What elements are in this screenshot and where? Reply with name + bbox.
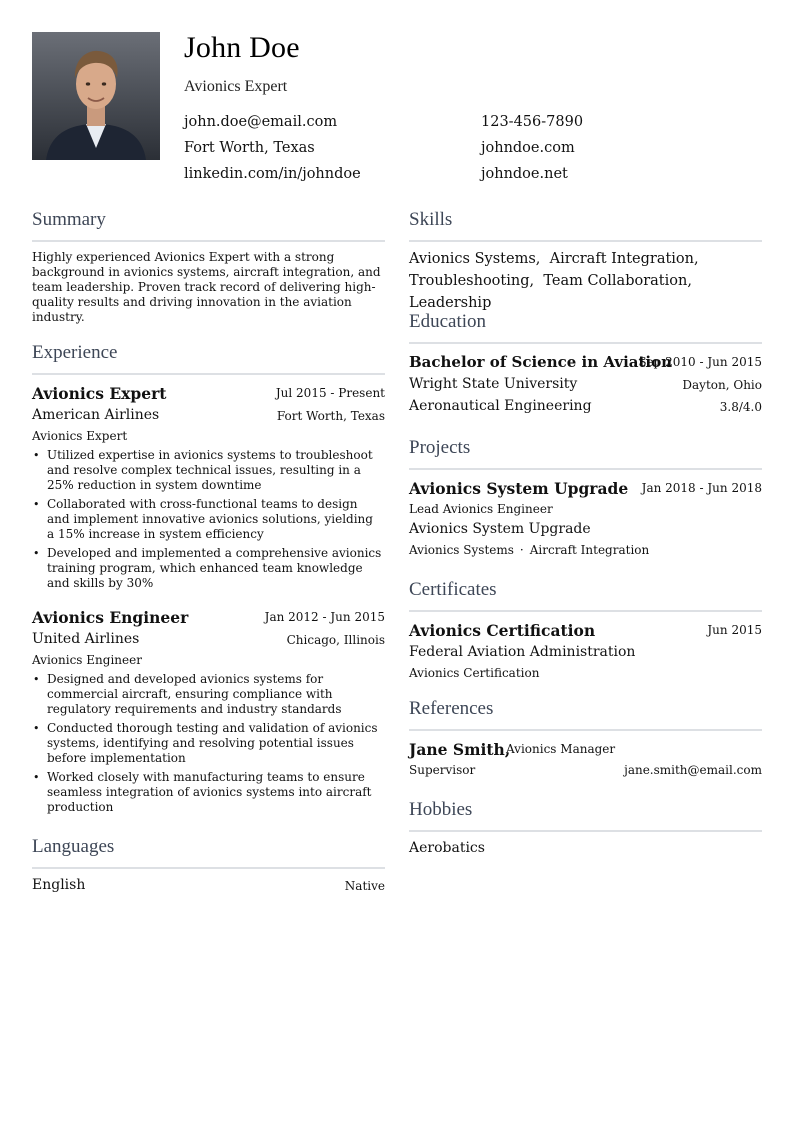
certificate-subtitle: Avionics Certification [409, 666, 540, 680]
job-location: Fort Worth, Texas [276, 409, 385, 423]
hobby-item: Aerobatics [409, 840, 485, 856]
skill-item: Aircraft Integration, [549, 251, 699, 267]
list-item: • Designed and developed avionics systems for commercial aircraft, ensuring compliance with regulatory requirements and industry standards [32, 672, 382, 717]
languages-heading: Languages [32, 836, 115, 857]
reference-email[interactable]: jane.smith@email.com [624, 763, 762, 777]
job-bullets [32, 448, 382, 595]
language-level: Native [344, 879, 385, 893]
candidate-name: John Doe [184, 31, 300, 64]
job-title: Avionics Expert [32, 384, 167, 403]
job-dates: Jan 2012 - Jun 2015 [264, 610, 385, 624]
project-name: Avionics System Upgrade [409, 479, 629, 498]
job-bullets [32, 672, 382, 819]
hobbies-divider [409, 830, 762, 832]
website2-link[interactable]: johndoe.net [481, 166, 568, 182]
education-gpa: 3.8/4.0 [719, 400, 762, 414]
certificate-issuer: Federal Aviation Administration [409, 644, 636, 660]
experience-divider [32, 373, 385, 375]
references-divider [409, 729, 762, 731]
education-school: Wright State University [409, 376, 578, 392]
summary-divider [32, 240, 385, 242]
skills-list [409, 248, 764, 314]
projects-heading: Projects [409, 437, 471, 458]
projects-divider [409, 468, 762, 470]
list-item: • Developed and implemented a comprehensive avionics training program, which enhanced team knowledge and skills by 30% [32, 546, 382, 591]
job-title: Avionics Engineer [32, 608, 189, 627]
list-item: • Conducted thorough testing and validation of avionics systems, identifying and resolving potential issues before implementation [32, 721, 382, 766]
job-company: American Airlines [32, 407, 160, 423]
skills-divider [409, 240, 762, 242]
skills-heading: Skills [409, 209, 453, 230]
list-item: • Worked closely with manufacturing teams to ensure seamless integration of avionics systems into aircraft production [32, 770, 382, 815]
summary-text: Highly experienced Avionics Expert with a strong background in avionics systems, aircraft integration, and team leadership. Proven track record of delivering high-quality results and driving innovation in the aviation industry. [32, 250, 381, 324]
email-link[interactable]: john.doe@email.com [184, 114, 338, 130]
summary-heading: Summary [32, 209, 106, 230]
languages-divider [32, 867, 385, 869]
language-name: English [32, 877, 86, 893]
job-company: United Airlines [32, 631, 140, 647]
education-degree: Bachelor of Science in Aviation [409, 353, 673, 371]
education-location: Dayton, Ohio [682, 378, 762, 392]
website-link[interactable]: johndoe.com [481, 140, 575, 156]
references-heading: References [409, 698, 494, 719]
job-subtitle: Avionics Expert [32, 429, 128, 443]
education-divider [409, 342, 762, 344]
reference-position: Avionics Manager [506, 742, 616, 756]
project-tag: Aircraft Integration [529, 543, 650, 557]
project-tag: Avionics Systems [409, 543, 514, 557]
linkedin-link[interactable]: linkedin.com/in/johndoe [184, 166, 361, 182]
education-heading: Education [409, 311, 487, 332]
education-dates: Sep 2010 - Jun 2015 [638, 355, 762, 369]
hobbies-heading: Hobbies [409, 799, 473, 820]
reference-name: Jane Smith, [409, 740, 511, 759]
skill-item: Avionics Systems, [409, 251, 541, 267]
certificates-heading: Certificates [409, 579, 497, 600]
certificate-date: Jun 2015 [707, 623, 762, 637]
list-item: • Utilized expertise in avionics systems to troubleshoot and resolve complex technical issues, resulting in a 25% reduction in system downtime [32, 448, 382, 493]
certificates-divider [409, 610, 762, 612]
candidate-role: Avionics Expert [184, 78, 288, 95]
profile-photo [32, 32, 160, 160]
project-role: Lead Avionics Engineer [409, 502, 553, 516]
reference-relation: Supervisor [409, 763, 476, 777]
job-dates: Jul 2015 - Present [275, 386, 385, 400]
list-item: • Collaborated with cross-functional teams to design and implement innovative avionics solutions, yielding a 15% increase in system efficiency [32, 497, 382, 542]
job-location: Chicago, Illinois [286, 633, 385, 647]
education-field: Aeronautical Engineering [409, 398, 592, 414]
skill-item: Leadership [409, 295, 492, 311]
skill-item: Troubleshooting, [409, 273, 535, 289]
certificate-name: Avionics Certification [409, 621, 596, 640]
project-subtitle: Avionics System Upgrade [409, 521, 591, 537]
phone-number[interactable]: 123-456-7890 [481, 114, 584, 130]
experience-heading: Experience [32, 342, 118, 363]
location-text: Fort Worth, Texas [184, 140, 315, 156]
skill-item: Team Collaboration, [543, 273, 692, 289]
project-dates: Jan 2018 - Jun 2018 [641, 481, 762, 495]
job-subtitle: Avionics Engineer [32, 653, 142, 667]
project-tags: Avionics Systems · Aircraft Integration [409, 543, 650, 557]
